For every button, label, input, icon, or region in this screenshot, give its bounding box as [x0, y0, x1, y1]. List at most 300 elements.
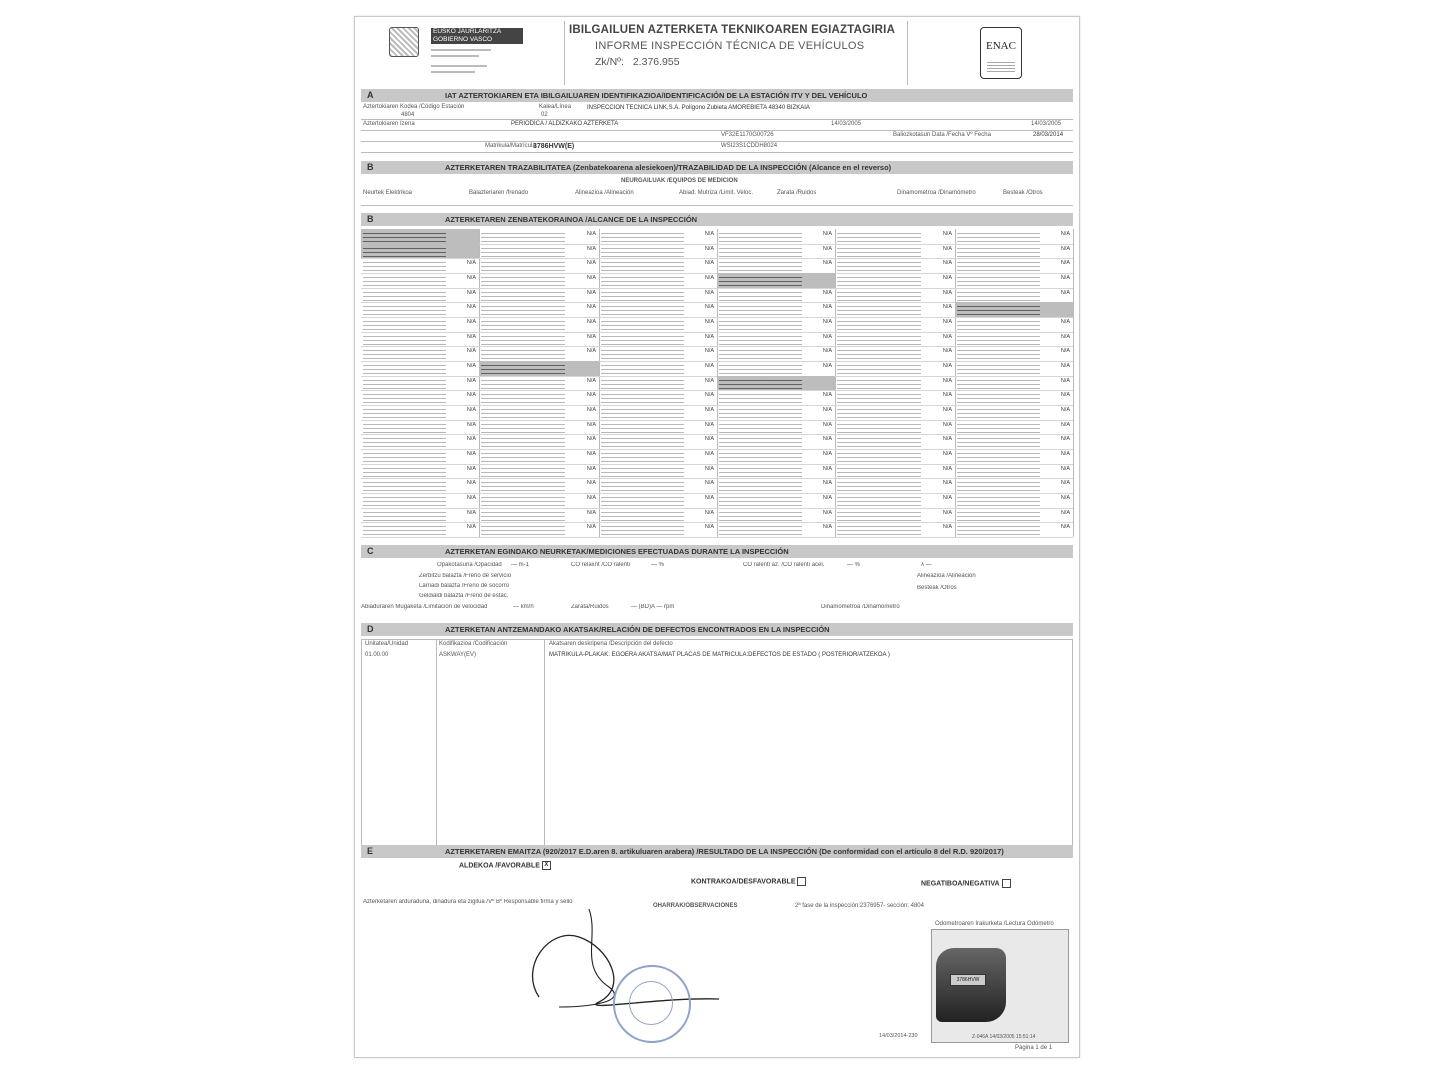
- scope-item: [717, 273, 835, 289]
- photo-caption: Z-046A 14/03/2005 15:51:14: [972, 1034, 1036, 1040]
- scope-item-text: [363, 465, 446, 477]
- scope-item-text: [363, 289, 446, 301]
- scope-item: [835, 493, 955, 509]
- scope-item-text: [481, 465, 565, 477]
- logo-text-line: [431, 49, 491, 51]
- scope-item-na: N/A: [1060, 363, 1070, 369]
- scope-item: [479, 522, 599, 538]
- scope-item-text: [601, 289, 684, 301]
- logo-text-line: [431, 55, 479, 57]
- scope-item-na: N/A: [586, 333, 596, 340]
- scope-item-text: [719, 406, 802, 418]
- scope-item-text: [481, 406, 565, 418]
- scope-item-na: N/A: [942, 245, 952, 252]
- scope-item-na: N/A: [466, 363, 476, 369]
- enac-logo: ENAC: [980, 27, 1022, 79]
- station-name: INSPECCION TECNICA LINK,S.A. Polígono Zubieta AMOREBIETA 48340 BIZKAIA: [587, 105, 810, 111]
- speed-limit-value: — km/h: [513, 604, 534, 610]
- section-letter: A: [367, 90, 374, 100]
- speed-limit-label: Abiaduraren Mugaketa /Limitación de velocidad: [361, 604, 488, 610]
- scope-item-na: N/A: [586, 319, 596, 325]
- scope-item-na: N/A: [466, 260, 476, 267]
- scope-item-text: [363, 391, 446, 403]
- scope-item-text: [601, 245, 684, 257]
- scope-item-text: [957, 274, 1040, 286]
- scope-item: [479, 376, 599, 392]
- section-b-trace-title: AZTERKETAREN TRAZABILITATEA (Zenbatekoarena alesiekoen)/TRAZABILIDAD DE LA INSPECCIÓN (Alcance en el reverso): [445, 163, 892, 172]
- scope-item-na: N/A: [586, 260, 596, 267]
- scope-item: [717, 434, 835, 450]
- scope-item-na: N/A: [586, 480, 596, 487]
- report-number-label: Zk/Nº:: [595, 56, 624, 68]
- section-d-bar: [361, 623, 1073, 636]
- scope-item-na: N/A: [466, 495, 476, 501]
- scope-item-text: [481, 259, 565, 271]
- scope-item-text: [363, 303, 446, 315]
- scope-item-na: N/A: [1060, 509, 1070, 516]
- scope-item-na: N/A: [586, 392, 596, 399]
- inspection-type: PERIODICA / ALDIZKAKO AZTERKETA: [511, 121, 619, 127]
- scope-item-text: [481, 494, 565, 506]
- scope-item: [479, 229, 599, 245]
- scope-item: [361, 302, 479, 318]
- scope-item-text: [837, 406, 921, 418]
- scope-item: [955, 508, 1073, 524]
- scope-item-text: [837, 245, 921, 257]
- scope-item: [955, 522, 1073, 538]
- scope-item-na: N/A: [586, 465, 596, 472]
- section-letter: E: [367, 846, 374, 856]
- scope-item-text: [601, 274, 684, 286]
- photo-plate: 3786HVW: [950, 974, 986, 986]
- scope-item-na: N/A: [466, 465, 476, 472]
- scope-item-na: N/A: [1060, 407, 1070, 413]
- last-date: 14/03/2005: [1031, 121, 1062, 127]
- equipment-item: Besteak /Otros: [1003, 190, 1043, 196]
- enac-block: [907, 21, 1076, 85]
- logo-text-line: [431, 65, 487, 67]
- section-c-bar: [361, 545, 1073, 558]
- scope-item-text: [957, 523, 1040, 535]
- scope-item-text: [481, 479, 565, 491]
- scope-column: [361, 229, 480, 537]
- report-number-value: 2.376.955: [632, 56, 680, 68]
- scope-item-na: N/A: [586, 407, 596, 413]
- scope-item-text: [957, 289, 1040, 301]
- scope-item: [955, 273, 1073, 289]
- scope-item: [599, 302, 717, 318]
- scope-item-na: N/A: [942, 260, 952, 267]
- scope-item-text: [481, 435, 565, 447]
- scope-item-na: N/A: [466, 436, 476, 443]
- scope-item-text: [837, 303, 921, 315]
- logo-text-line: [431, 71, 475, 73]
- section-letter: D: [367, 624, 374, 634]
- scope-item-text: [837, 435, 921, 447]
- scope-item: [361, 522, 479, 538]
- negative-result: [921, 879, 1011, 888]
- brake-service-label: Zerbitzu balazta /Freno de servicio: [419, 573, 512, 579]
- scope-item-na: N/A: [586, 275, 596, 281]
- scope-item: [479, 493, 599, 509]
- scope-item: [955, 332, 1073, 348]
- scope-item: [955, 449, 1073, 465]
- scope-item: [599, 229, 717, 245]
- scope-item-na: N/A: [822, 304, 832, 311]
- observations-label: OHARRAK/OBSERVACIONES: [653, 903, 738, 909]
- scope-item: [361, 332, 479, 348]
- scope-column: [955, 229, 1074, 537]
- brake-park-label: Geldialdi balazta /Freno de estac.: [419, 593, 509, 599]
- scope-item-text: [363, 494, 446, 506]
- scope-item-na: N/A: [704, 524, 714, 531]
- scope-item-na: N/A: [704, 465, 714, 472]
- scope-item-na: N/A: [1060, 465, 1070, 472]
- scope-item-na: N/A: [466, 319, 476, 325]
- scope-item-text: [601, 362, 684, 374]
- scope-item: [361, 244, 479, 260]
- scope-item: [955, 229, 1073, 245]
- scope-item-na: N/A: [822, 319, 832, 325]
- scope-item-na: N/A: [466, 509, 476, 516]
- scope-item-na: N/A: [942, 231, 952, 237]
- scope-item: [717, 317, 835, 333]
- scope-item-text: [837, 450, 921, 462]
- scope-item-na: N/A: [1060, 260, 1070, 267]
- scope-item-text: [719, 421, 802, 433]
- scope-item: [361, 464, 479, 480]
- scope-item-text: [363, 523, 446, 535]
- scope-item-text: [601, 377, 684, 389]
- scope-item-na: N/A: [466, 304, 476, 311]
- scope-item-na: N/A: [822, 524, 832, 531]
- scope-item-text: [957, 333, 1040, 345]
- scope-item-na: N/A: [822, 480, 832, 487]
- scope-item-text: [837, 259, 921, 271]
- scope-item-na: N/A: [704, 377, 714, 384]
- scope-item-text: [837, 362, 921, 374]
- scope-item-text: [719, 259, 802, 271]
- scope-item: [835, 302, 955, 318]
- scope-item-na: N/A: [466, 392, 476, 399]
- scope-item: [835, 258, 955, 274]
- scope-item-text: [719, 435, 802, 447]
- scope-item: [717, 302, 835, 318]
- section-letter: C: [367, 546, 374, 556]
- scope-item-text: [957, 509, 1040, 521]
- inspection-report-page: [354, 16, 1080, 1058]
- section-a-bar: [361, 89, 1073, 102]
- vehicle-row: [361, 131, 1073, 142]
- scope-item-text: [719, 318, 802, 330]
- scope-item-na: N/A: [942, 495, 952, 501]
- scope-item-na: N/A: [822, 348, 832, 355]
- scope-item-na: N/A: [704, 509, 714, 516]
- scope-item: [717, 288, 835, 304]
- noise-label: Zarata/Ruidos: [571, 604, 609, 610]
- footer-date: 14/03/2014-230: [879, 1033, 918, 1039]
- co-accel-label: CO ralenti az. /CO ralenti acel.: [743, 562, 825, 568]
- scope-item: [835, 478, 955, 494]
- scope-item: [599, 493, 717, 509]
- equipment-row: [361, 175, 1073, 206]
- scope-item-text: [481, 450, 565, 462]
- scope-grid: [361, 229, 1073, 537]
- scope-item: [717, 390, 835, 406]
- scope-item: [479, 244, 599, 260]
- section-letter: B: [367, 214, 374, 224]
- scope-item-na: N/A: [822, 436, 832, 443]
- scope-item: [717, 346, 835, 362]
- scope-item-na: N/A: [466, 348, 476, 355]
- equipment-label: NEURGAILUAK /EQUIPOS DE MEDICIÓN: [621, 178, 738, 184]
- scope-item-text: [363, 377, 446, 389]
- scope-item: [599, 376, 717, 392]
- scope-item-text: [481, 377, 565, 389]
- scope-item-na: N/A: [822, 509, 832, 516]
- scope-item-text: [719, 509, 802, 521]
- section-e-bar: [361, 845, 1073, 858]
- section-c-title: AZTERKETAN EGINDAKO NEURKETAK/MEDICIONES EFECTUADAS DURANTE LA INSPECCIÓN: [445, 547, 789, 556]
- scope-item-na: N/A: [942, 304, 952, 311]
- scope-item-na: N/A: [704, 495, 714, 501]
- scope-item-text: [957, 435, 1040, 447]
- scope-item-na: N/A: [704, 333, 714, 340]
- scope-item: [717, 405, 835, 421]
- scope-item: [479, 288, 599, 304]
- scope-item-text: [363, 318, 446, 330]
- scope-item: [479, 464, 599, 480]
- scope-item-na: N/A: [942, 436, 952, 443]
- scope-item: [479, 390, 599, 406]
- scope-item-text: [363, 479, 446, 491]
- scope-column: [835, 229, 956, 537]
- scope-item: [955, 464, 1073, 480]
- scope-item-text: [719, 523, 802, 535]
- scope-item-na: N/A: [466, 407, 476, 413]
- scope-item: [835, 522, 955, 538]
- scope-item-text: [837, 318, 921, 330]
- scope-item-text: [363, 406, 446, 418]
- scope-item-na: N/A: [822, 363, 832, 369]
- code-column: [436, 640, 545, 848]
- scope-item: [835, 361, 955, 377]
- scope-item: [599, 464, 717, 480]
- description-column: [546, 640, 1072, 662]
- scope-item-text: [481, 421, 565, 433]
- scope-item: [717, 258, 835, 274]
- scope-item-text: [837, 377, 921, 389]
- scope-item: [835, 434, 955, 450]
- scope-item-text: [481, 523, 565, 535]
- description-header: Akatsaren deskripena /Descripción del defecto: [549, 641, 673, 647]
- scope-item: [479, 434, 599, 450]
- scope-item-text: [601, 435, 684, 447]
- scope-item-na: N/A: [466, 377, 476, 384]
- opacity-label: Opakotasuna /Opacidad: [437, 562, 502, 568]
- other-label: Besteak /Otros: [917, 585, 957, 591]
- scope-item-text: [837, 421, 921, 433]
- scope-item-text: [837, 523, 921, 535]
- scope-item-text: [363, 347, 446, 359]
- section-b-scope-title: AZTERKETAREN ZENBATEKORAINOA /ALCANCE DE LA INSPECCIÓN: [445, 215, 698, 224]
- scope-item-text: [957, 303, 1040, 315]
- scope-item-na: N/A: [1060, 231, 1070, 237]
- scope-item: [479, 317, 599, 333]
- scope-item-text: [719, 289, 802, 301]
- scope-item-text: [957, 377, 1040, 389]
- scope-item: [599, 405, 717, 421]
- scope-item-text: [601, 259, 684, 271]
- scope-item-text: [481, 230, 565, 242]
- scope-item: [599, 332, 717, 348]
- scope-item-text: [481, 289, 565, 301]
- scope-item-text: [601, 523, 684, 535]
- scope-item: [479, 258, 599, 274]
- scope-item-text: [957, 318, 1040, 330]
- valid-until: 28/03/2014: [1033, 132, 1064, 138]
- section-letter: B: [367, 162, 374, 172]
- scope-item-na: N/A: [1060, 421, 1070, 428]
- scope-item-na: N/A: [704, 231, 714, 237]
- line-value: 02: [541, 112, 548, 118]
- scope-item: [361, 258, 479, 274]
- scope-item-na: N/A: [942, 377, 952, 384]
- scope-item: [479, 405, 599, 421]
- scope-item-text: [837, 333, 921, 345]
- favorable-result: [459, 861, 551, 870]
- valid-label: Baliozkotasun Data /Fecha Vº Fecha: [893, 132, 991, 138]
- scope-item: [955, 478, 1073, 494]
- scope-item-text: [363, 362, 446, 374]
- scope-item-text: [601, 333, 684, 345]
- scope-item: [479, 508, 599, 524]
- title-spanish: INFORME INSPECCIÓN TÉCNICA DE VEHÍCULOS: [595, 40, 865, 52]
- scope-item-text: [481, 333, 565, 345]
- scope-item-na: N/A: [942, 363, 952, 369]
- scope-item-text: [363, 230, 446, 242]
- scope-item: [717, 376, 835, 392]
- scope-item: [599, 478, 717, 494]
- scope-item-text: [719, 303, 802, 315]
- scope-item: [835, 508, 955, 524]
- scope-item-text: [601, 406, 684, 418]
- unit-column: [362, 640, 437, 848]
- scope-item-na: N/A: [1060, 275, 1070, 281]
- section-e-title: AZTERKETAREN EMAITZA (920/2017 E.D.aren 8. artikuluaren arabera) /RESULTADO DE LA INSPECCIÓN (De conformidad con el artículo 8 del R.D. 920/2017): [445, 847, 1004, 856]
- scope-item-na: N/A: [942, 333, 952, 340]
- scope-item-text: [957, 450, 1040, 462]
- scope-item-text: [837, 347, 921, 359]
- scope-column: [479, 229, 600, 537]
- scope-item-na: N/A: [466, 289, 476, 296]
- scope-item-na: N/A: [466, 421, 476, 428]
- scope-item-na: N/A: [942, 407, 952, 413]
- scope-item-text: [601, 494, 684, 506]
- scope-item-text: [719, 450, 802, 462]
- scope-item-text: [957, 421, 1040, 433]
- scope-item: [479, 346, 599, 362]
- scope-item: [479, 302, 599, 318]
- scope-item-text: [601, 391, 684, 403]
- scope-item-na: N/A: [942, 465, 952, 472]
- scope-item: [717, 361, 835, 377]
- equipment-item: Alineazioa /Alineación: [575, 190, 634, 196]
- scope-item-text: [601, 421, 684, 433]
- station-row: [361, 103, 1073, 120]
- unfavorable-label: KONTRAKOA/DESFAVORABLE: [691, 878, 796, 886]
- scope-item: [717, 229, 835, 245]
- scope-item: [361, 405, 479, 421]
- scope-item-text: [481, 509, 565, 521]
- scope-item: [361, 493, 479, 509]
- scope-item-text: [837, 230, 921, 242]
- scope-item-text: [957, 406, 1040, 418]
- scope-item-na: N/A: [704, 436, 714, 443]
- scope-item: [955, 376, 1073, 392]
- odometer-label: Odometroaren Irakurketa /Lectura Odómetro: [935, 921, 1054, 927]
- scope-item: [599, 420, 717, 436]
- scope-item-text: [481, 245, 565, 257]
- scope-item-text: [481, 391, 565, 403]
- scope-item-text: [481, 318, 565, 330]
- plate-row: [361, 142, 1073, 153]
- scope-item-text: [719, 347, 802, 359]
- scope-item-na: N/A: [942, 319, 952, 325]
- scope-item-na: N/A: [704, 319, 714, 325]
- scope-item-na: N/A: [704, 421, 714, 428]
- scope-item-na: N/A: [704, 348, 714, 355]
- scope-item: [599, 244, 717, 260]
- scope-item-na: N/A: [586, 304, 596, 311]
- scope-item: [955, 420, 1073, 436]
- scope-item: [599, 317, 717, 333]
- scope-item-text: [363, 509, 446, 521]
- scope-item-text: [601, 479, 684, 491]
- scope-item-text: [957, 465, 1040, 477]
- scope-item-text: [601, 230, 684, 242]
- scope-item-na: N/A: [1060, 392, 1070, 399]
- co-label: CO relaxnt /CO ralenti: [571, 562, 631, 568]
- scope-item: [361, 390, 479, 406]
- scope-item: [361, 346, 479, 362]
- scope-item: [835, 244, 955, 260]
- scope-item-na: N/A: [822, 495, 832, 501]
- scope-item: [955, 317, 1073, 333]
- scope-item-text: [837, 274, 921, 286]
- scope-item: [479, 420, 599, 436]
- scope-item-text: [837, 509, 921, 521]
- scope-item-na: N/A: [822, 392, 832, 399]
- scope-item-na: N/A: [942, 451, 952, 457]
- vin-number: VF32E1170G00726: [721, 132, 774, 138]
- scope-item-na: N/A: [942, 524, 952, 531]
- scope-item-na: N/A: [586, 289, 596, 296]
- scope-item: [361, 376, 479, 392]
- scope-item-na: N/A: [1060, 436, 1070, 443]
- opacity-value: — m-1: [511, 562, 529, 568]
- scope-item-text: [957, 230, 1040, 242]
- title-basque: IBILGAILUEN AZTERKETA TEKNIKOAREN EGIAZTAGIRIA: [569, 24, 896, 36]
- scope-item-na: N/A: [586, 451, 596, 457]
- defect-description: MATRIKULA-PLAKAK: EGOERA AKATSA/MAT PLACAS DE MATRICULA:DEFECTOS DE ESTADO ( POSTERIOR/ATZEKOA ): [549, 652, 890, 658]
- scope-item: [955, 258, 1073, 274]
- name-label: Aztertokiaren Izena: [363, 121, 415, 127]
- scope-item-na: N/A: [586, 421, 596, 428]
- negative-checkbox: [1002, 879, 1011, 888]
- scope-item-na: N/A: [822, 289, 832, 296]
- scope-item: [717, 508, 835, 524]
